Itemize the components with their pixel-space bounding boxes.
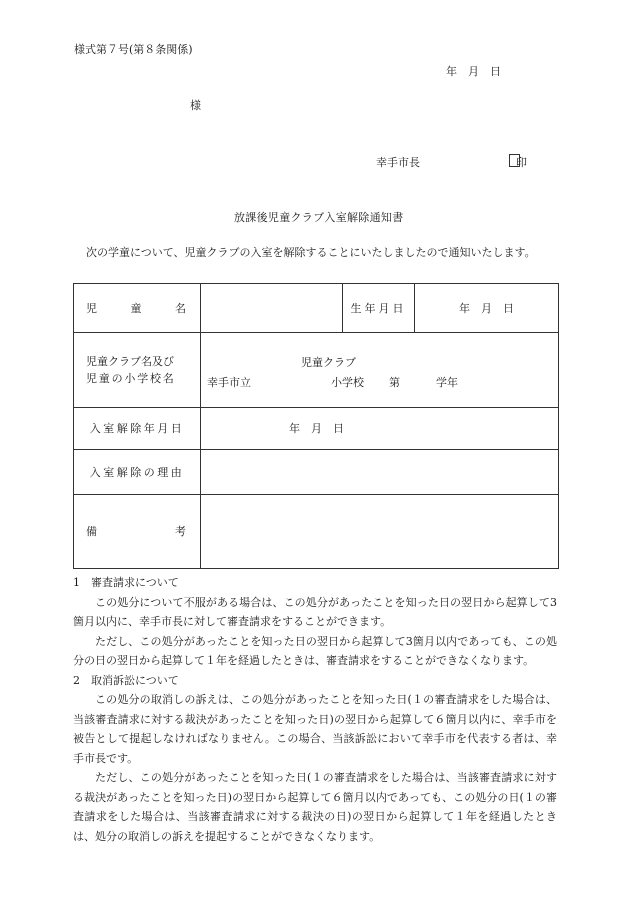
label-char: 童 bbox=[130, 301, 142, 315]
section1-para1: この処分について不服がある場合は、この処分があったことを知った日の翌日から起算して3箇月以内に、幸手市長に対して審査請求をすることができます。 bbox=[73, 595, 557, 628]
child-name-field[interactable] bbox=[201, 284, 343, 333]
label-char: 備 bbox=[86, 525, 97, 538]
birth-date-field[interactable]: 年 月 日 bbox=[415, 284, 559, 333]
city-prefix: 幸手市立 bbox=[207, 376, 251, 389]
release-date-label: 入室解除年月日 bbox=[74, 408, 201, 450]
birth-date-label: 生年月日 bbox=[343, 284, 415, 333]
grade-suffix: 学年 bbox=[436, 376, 458, 389]
section1-heading: 1 審査請求について bbox=[73, 576, 179, 589]
club-label bbox=[74, 333, 201, 408]
club-label-line2: 児童の小学校名 bbox=[86, 372, 176, 385]
form-number: 様式第７号(第８条関係) bbox=[74, 43, 193, 56]
intro-text: 次の学童について、児童クラブの入室を解除することにいたしましたので通知いたします。 bbox=[86, 246, 536, 259]
section1-para2: ただし、この処分があったことを知った日の翌日から起算して3箇月以内であっても、この処分の日の翌日から起算して１年を経過したときは、審査請求をすることができなくなります。 bbox=[73, 634, 557, 667]
label-char: 児 bbox=[86, 301, 97, 315]
section2-heading: 2 取消訴訟について bbox=[73, 673, 179, 687]
club-suffix: 児童クラブ bbox=[301, 356, 356, 369]
document-title: 放課後児童クラブ入室解除通知書 bbox=[234, 211, 404, 224]
grade-prefix: 第 bbox=[389, 376, 400, 389]
school-suffix: 小学校 bbox=[331, 376, 364, 389]
issue-date: 年 月 日 bbox=[446, 65, 501, 78]
remarks-label bbox=[74, 495, 201, 569]
release-date-field[interactable]: 年 月 日 bbox=[201, 408, 559, 450]
appeal-notes bbox=[73, 573, 557, 846]
release-form-table bbox=[73, 283, 559, 569]
release-reason-label: 入室解除の理由 bbox=[74, 450, 201, 495]
club-field[interactable] bbox=[201, 333, 559, 408]
club-label-line1: 児童クラブ名及び bbox=[86, 355, 174, 368]
row-remarks bbox=[74, 495, 559, 569]
label-char: 名 bbox=[175, 301, 186, 315]
release-reason-field[interactable] bbox=[201, 450, 559, 495]
child-name-label bbox=[74, 284, 201, 333]
section2-para2: ただし、この処分があったことを知った日(１の審査請求をした場合は、当該審査請求に対する裁決があったことを知った日)の翌日から起算して６箇月以内であっても、この処分の日(１の審査請求をした場合は、当該審査請求に対する裁決の日)の翌日から起算して１年を経過したときは、処分の取消しの訴えを提起することができなくなります。 bbox=[73, 771, 557, 843]
issuer-name: 幸手市長 bbox=[376, 156, 420, 169]
label-char: 考 bbox=[175, 525, 186, 538]
row-release-reason bbox=[74, 450, 559, 495]
row-child-name bbox=[74, 284, 559, 333]
section2-para1: この処分の取消しの訴えは、この処分があったことを知った日(１の審査請求をした場合は、当該審査請求に対する裁決があったことを知った日)の翌日から起算して６箇月以内に、幸手市を被告として提起しなければなりません。この場合、当該訴訟において幸手市を代表する者は、幸手市長です。 bbox=[73, 693, 557, 765]
row-release-date bbox=[74, 408, 559, 450]
row-club bbox=[74, 333, 559, 408]
addressee-suffix: 様 bbox=[190, 99, 201, 112]
seal-mark: 印 bbox=[516, 156, 527, 169]
remarks-field[interactable] bbox=[201, 495, 559, 569]
